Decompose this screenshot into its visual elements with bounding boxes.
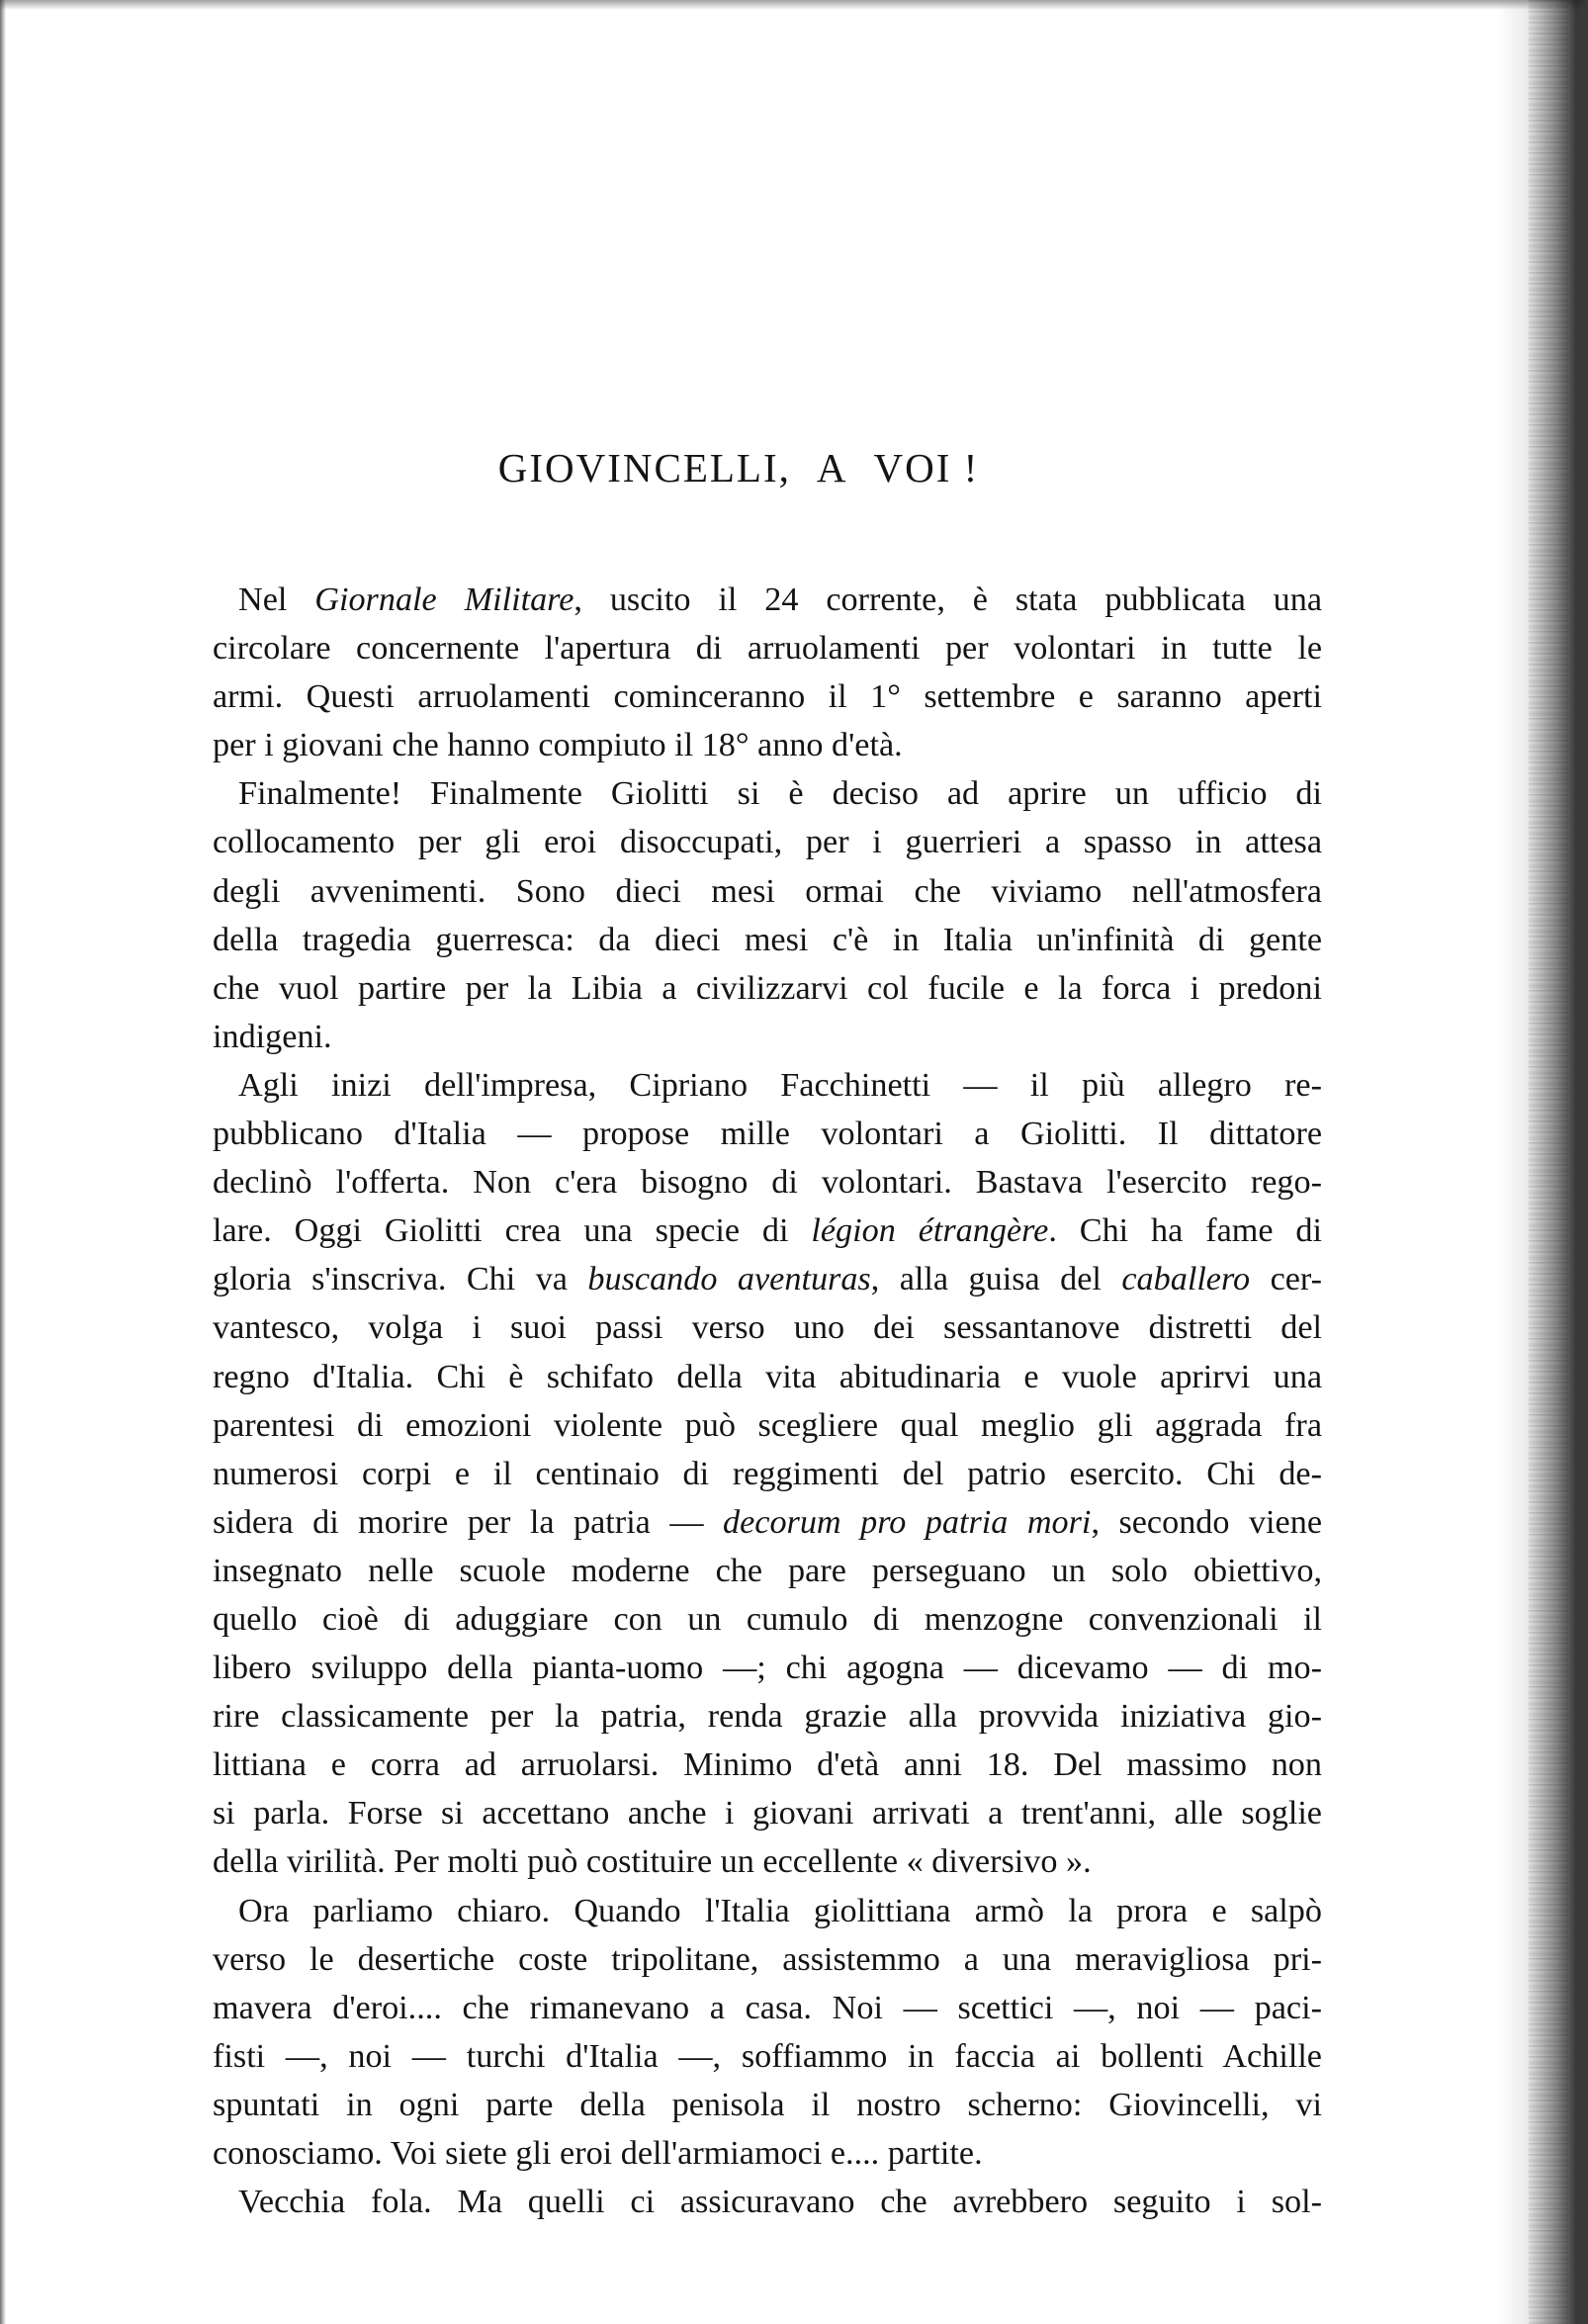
text-line-p3-l10 — [213, 1498, 1322, 1547]
text-segment: Nel — [238, 581, 315, 618]
text-line-p2-l3 — [213, 867, 1322, 916]
text-segment: numerosi corpi e il centinaio di reggimenti del patrio esercito. Chi de- — [213, 1455, 1322, 1492]
italic-text: légion étrangère — [811, 1212, 1049, 1250]
text-line-p1-l4 — [213, 721, 1322, 769]
text-line-p4-l3 — [213, 1984, 1322, 2032]
text-segment: insegnato nelle scuole moderne che pare perseguano un solo obiettivo, — [213, 1552, 1322, 1589]
text-segment: rire classicamente per la patria, renda grazie alla provvida iniziativa gio- — [213, 1698, 1322, 1736]
text-segment: Finalmente! Finalmente Giolitti si è deciso ad aprire un ufficio di — [238, 775, 1322, 813]
text-segment: verso le desertiche coste tripolitane, assistemmo a una meravigliosa pri- — [213, 1940, 1322, 1978]
text-segment: collocamento per gli eroi disoccupati, per i guerrieri a spasso in attesa — [213, 824, 1322, 861]
text-line-p3-l17 — [213, 1837, 1322, 1886]
text-line-p4-l6 — [213, 2129, 1322, 2178]
text-segment: degli avvenimenti. Sono dieci mesi ormai che viviamo nell'atmosfera — [213, 872, 1322, 910]
text-segment: lare. Oggi Giolitti crea una specie di — [213, 1212, 812, 1250]
text-segment: quello cioè di aduggiare con un cumulo di menzogne convenzionali il — [213, 1600, 1322, 1638]
text-line-p3-l2 — [213, 1110, 1322, 1158]
title-word-2: A — [816, 445, 848, 491]
text-segment: conosciamo. Voi siete gli eroi dell'armiamoci e.... partite. — [213, 2135, 983, 2172]
text-segment: , uscito il 24 corrente, è stata pubblicata una — [573, 581, 1322, 618]
text-line-p3-l3 — [213, 1158, 1322, 1207]
text-segment: Agli inizi dell'impresa, Cipriano Facchinetti — il più allegro re- — [238, 1066, 1322, 1104]
text-line-p1-l1 — [213, 576, 1322, 624]
text-segment: della tragedia guerresca: da dieci mesi c'è in Italia un'infinità di gente — [213, 921, 1322, 958]
text-line-p2-l6 — [213, 1013, 1322, 1061]
scan-edge-top — [0, 0, 1588, 10]
text-segment: parentesi di emozioni violente può scegliere qual meglio gli aggrada fra — [213, 1406, 1322, 1444]
text-line-p3-l8 — [213, 1401, 1322, 1450]
text-segment: , alla guisa del — [870, 1261, 1122, 1298]
text-line-p3-l6 — [213, 1303, 1322, 1352]
text-segment: pubblicano d'Italia — propose mille volontari a Giolitti. Il dittatore — [213, 1116, 1322, 1153]
text-line-p3-l13 — [213, 1644, 1322, 1692]
text-segment: vantesco, volga i suoi passi verso uno dei sessantanove distretti del — [213, 1309, 1322, 1347]
text-line-p4-l1 — [213, 1887, 1322, 1935]
text-line-p2-l2 — [213, 818, 1322, 866]
text-segment: . Chi ha fame di — [1048, 1212, 1322, 1250]
text-segment: fisti —, noi — turchi d'Italia —, soffiammo in faccia ai bollenti Achille — [213, 2037, 1322, 2075]
text-line-p3-l7 — [213, 1353, 1322, 1401]
text-segment: Vecchia fola. Ma quelli ci assicuravano che avrebbero seguito i sol- — [238, 2184, 1322, 2221]
text-line-p3-l1 — [213, 1061, 1322, 1110]
text-line-p4-l5 — [213, 2081, 1322, 2129]
text-segment: indigeni. — [213, 1018, 332, 1055]
text-segment: Ora parliamo chiaro. Quando l'Italia giolittiana armò la prora e salpò — [238, 1892, 1322, 1929]
text-line-p3-l11 — [213, 1547, 1322, 1595]
italic-text: decorum pro patria mori — [723, 1503, 1092, 1541]
text-line-p5-l1 — [213, 2178, 1322, 2226]
italic-text: caballero — [1121, 1261, 1251, 1298]
scan-edge-left — [0, 0, 6, 2324]
text-line-p4-l2 — [213, 1935, 1322, 1984]
text-segment: si parla. Forse si accettano anche i giovani arrivati a trent'anni, alle soglie — [213, 1795, 1322, 1832]
article-title — [0, 445, 1477, 491]
text-line-p3-l5 — [213, 1255, 1322, 1303]
text-segment: cer- — [1250, 1261, 1323, 1298]
text-line-p3-l14 — [213, 1692, 1322, 1741]
italic-text: buscando aventuras — [587, 1261, 871, 1298]
text-segment: declinò l'offerta. Non c'era bisogno di volontari. Bastava l'esercito rego- — [213, 1164, 1322, 1202]
text-line-p1-l2 — [213, 624, 1322, 672]
text-line-p3-l15 — [213, 1741, 1322, 1789]
scan-edge-speckle — [1529, 0, 1568, 2324]
text-segment: sidera di morire per la patria — — [213, 1503, 723, 1541]
text-segment: , secondo viene — [1091, 1503, 1322, 1541]
text-segment: armi. Questi arruolamenti cominceranno il 1° settembre e saranno aperti — [213, 678, 1322, 716]
text-line-p3-l9 — [213, 1450, 1322, 1498]
article-body — [213, 576, 1322, 2226]
text-segment: per i giovani che hanno compiuto il 18° anno d'età. — [213, 727, 903, 764]
text-line-p3-l16 — [213, 1789, 1322, 1837]
text-line-p3-l4 — [213, 1207, 1322, 1255]
text-segment: spuntati in ogni parte della penisola il nostro scherno: Giovincelli, vi — [213, 2086, 1322, 2123]
text-segment: della virilità. Per molti può costituire un eccellente « diversivo ». — [213, 1843, 1092, 1881]
title-word-1: GIOVINCELLI, — [497, 445, 791, 491]
text-segment: littiana e corra ad arruolarsi. Minimo d'età anni 18. Del massimo non — [213, 1746, 1322, 1784]
text-line-p2-l4 — [213, 916, 1322, 964]
italic-text: Giornale Militare — [314, 581, 574, 618]
text-line-p3-l12 — [213, 1595, 1322, 1644]
text-segment: libero sviluppo della pianta-uomo —; chi agogna — dicevamo — di mo- — [213, 1650, 1322, 1687]
text-line-p1-l3 — [213, 672, 1322, 721]
text-line-p4-l4 — [213, 2032, 1322, 2081]
text-segment: mavera d'eroi.... che rimanevano a casa. Noi — scettici —, noi — paci- — [213, 1989, 1322, 2026]
text-segment: che vuol partire per la Libia a civilizzarvi col fucile e la forca i predoni — [213, 969, 1322, 1007]
text-segment: gloria s'inscriva. Chi va — [213, 1261, 588, 1298]
text-segment: circolare concernente l'apertura di arruolamenti per volontari in tutte le — [213, 630, 1322, 668]
text-line-p2-l5 — [213, 964, 1322, 1013]
title-word-3: VOI ! — [873, 445, 980, 491]
text-line-p2-l1 — [213, 769, 1322, 818]
text-segment: regno d'Italia. Chi è schifato della vita abitudinaria e vuole aprirvi una — [213, 1358, 1322, 1395]
